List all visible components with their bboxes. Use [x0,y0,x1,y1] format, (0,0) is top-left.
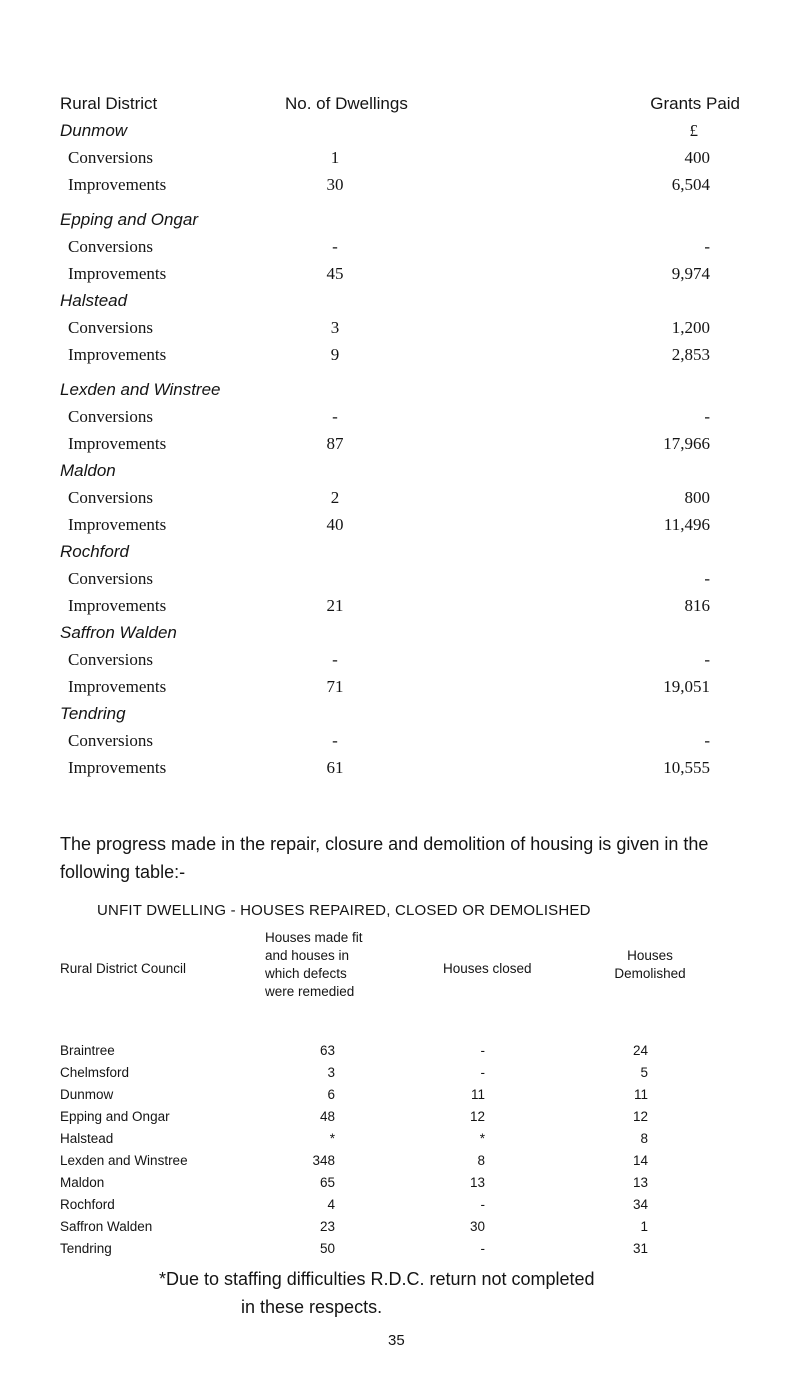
dwellings-value: - [332,237,338,256]
dwellings-value: 21 [326,596,344,615]
dwellings-value: 45 [326,264,344,283]
closed-value: 12 [469,1109,485,1124]
council-name: Lexden and Winstree [60,1153,188,1168]
remedied-value: 23 [319,1219,335,1234]
footnote-line-2: in these respects. [241,1297,383,1317]
header-line: and houses in [265,948,350,963]
remedied-value: 348 [312,1153,335,1168]
grants-value: 2,853 [671,345,710,364]
header-houses-closed: Houses closed [443,961,532,976]
demolished-value: 14 [632,1153,648,1168]
improvements-row [60,171,740,198]
row-label: Conversions [68,650,153,669]
council-name: Tendring [60,1241,112,1256]
demolished-value: 13 [632,1175,648,1190]
council-name: Rochford [60,1197,115,1212]
row-label: Conversions [68,731,153,750]
grants-value: 10,555 [663,758,710,777]
district-name: Saffron Walden [60,623,177,642]
footnote-line-1: *Due to staffing difficulties R.D.C. return not completed [159,1269,595,1289]
conversions-row [60,314,740,341]
district-row-dunmow [60,117,740,144]
improvements-row [60,673,740,700]
district-row-tendring [60,700,740,727]
conversions-row [60,646,740,673]
district-row-saffron-walden [60,619,740,646]
remedied-value: 6 [327,1087,335,1102]
demolished-value: 12 [632,1109,648,1124]
grants-value: 6,504 [671,175,710,194]
district-name: Dunmow [60,121,128,140]
demolished-value: 1 [640,1219,648,1234]
grants-header-row [60,90,740,117]
demolished-value: 11 [633,1087,648,1102]
district-row-halstead [60,287,740,314]
row-label: Improvements [68,345,167,364]
dwellings-value: 2 [330,488,340,507]
improvements-row [60,430,740,457]
row-label: Improvements [68,434,167,453]
unfit-table-header [60,929,760,1019]
council-name: Halstead [60,1131,114,1146]
remedied-value: 4 [327,1197,335,1212]
council-name: Braintree [60,1043,115,1058]
table-row [60,1040,760,1062]
dwellings-value: 30 [326,175,344,194]
grants-value: 400 [684,148,710,167]
district-name: Lexden and Winstree [60,380,221,399]
header-grants-paid: Grants Paid [650,94,740,113]
row-label: Conversions [68,407,153,426]
row-label: Improvements [68,758,167,777]
remedied-value: 3 [327,1065,335,1080]
row-label: Improvements [68,175,167,194]
district-row-rochford [60,538,740,565]
closed-value: - [480,1043,485,1058]
table-row [60,1172,760,1194]
row-label: Conversions [68,318,153,337]
conversions-row [60,233,740,260]
grants-value: - [704,569,710,588]
header-line: which defects [265,966,347,981]
intro-paragraph: The progress made in the repair, closure and demolition of housing is given in the following table:- [60,834,709,882]
dwellings-value: 40 [326,515,344,534]
conversions-row [60,403,740,430]
header-houses-demolished [590,947,710,983]
table-row [60,1062,760,1084]
grants-value: - [704,731,710,750]
table-row [60,1194,760,1216]
conversions-row [60,484,740,511]
grants-value: 9,974 [671,264,710,283]
council-name: Maldon [60,1175,105,1190]
remedied-value: 63 [319,1043,335,1058]
grants-value: 11,496 [663,515,710,534]
demolished-value: 34 [632,1197,648,1212]
table-row [60,1084,760,1106]
demolished-value: 8 [640,1131,648,1146]
footnote [159,1265,595,1321]
district-name: Halstead [60,291,128,310]
district-row-epping-and-ongar [60,206,740,233]
row-label: Improvements [68,264,167,283]
closed-value: 11 [470,1087,485,1102]
closed-value: 8 [477,1153,485,1168]
demolished-value: 31 [632,1241,648,1256]
improvements-row [60,260,740,287]
dwellings-value: 3 [330,318,340,337]
row-label: Improvements [68,677,167,696]
header-rural-district-council: Rural District Council [60,961,187,976]
page-number: 35 [388,1332,405,1349]
header-no-of-dwellings: No. of Dwellings [285,94,408,113]
remedied-value: * [329,1131,335,1146]
row-label: Conversions [68,569,153,588]
grants-value: - [704,650,710,669]
remedied-value: 65 [319,1175,335,1190]
table-row [60,1238,760,1260]
closed-value: * [479,1131,485,1146]
header-line: Houses [627,948,673,963]
grants-value: 17,966 [663,434,710,453]
dwellings-value: 87 [326,434,344,453]
header-rural-district: Rural District [60,94,158,113]
table-row [60,1128,760,1150]
grants-value: 1,200 [671,318,710,337]
row-label: Conversions [68,488,153,507]
district-name: Rochford [60,542,129,561]
grants-value: 19,051 [663,677,710,696]
district-row-lexden-and-winstree [60,376,740,403]
demolished-value: 24 [632,1043,648,1058]
closed-value: - [480,1241,485,1256]
district-name: Maldon [60,461,116,480]
demolished-value: 5 [640,1065,648,1080]
header-line: Demolished [614,966,686,981]
closed-value: 30 [469,1219,485,1234]
header-line: were remedied [265,984,355,999]
council-name: Epping and Ongar [60,1109,170,1124]
council-name: Chelmsford [60,1065,130,1080]
improvements-row [60,592,740,619]
remedied-value: 48 [319,1109,335,1124]
closed-value: - [480,1065,485,1080]
grants-value: - [704,237,710,256]
district-name: Tendring [60,704,126,723]
conversions-row [60,144,740,171]
conversions-row [60,565,740,592]
improvements-row [60,754,740,781]
dwellings-value: - [332,650,338,669]
council-name: Saffron Walden [60,1219,153,1234]
dwellings-value: 9 [330,345,340,364]
improvements-row [60,511,740,538]
unfit-table-body [60,1040,760,1260]
district-row-maldon [60,457,740,484]
grants-value: 816 [684,596,710,615]
unfit-table-title: UNFIT DWELLING - HOUSES REPAIRED, CLOSED OR DEMOLISHED [97,902,591,919]
grants-value: - [704,407,710,426]
row-label: Improvements [68,515,167,534]
dwellings-value: 61 [326,758,344,777]
row-label: Improvements [68,596,167,615]
dwellings-value: - [332,407,338,426]
table-row [60,1106,760,1128]
remedied-value: 50 [319,1241,335,1256]
header-line: Houses made fit [265,930,363,945]
row-label: Conversions [68,148,153,167]
table-row [60,1216,760,1238]
district-name: Epping and Ongar [60,210,198,229]
grants-table [60,90,740,781]
dwellings-value: - [332,731,338,750]
dwellings-value: 71 [326,677,344,696]
conversions-row [60,727,740,754]
currency-symbol: £ [689,121,698,140]
row-label: Conversions [68,237,153,256]
grants-value: 800 [684,488,710,507]
closed-value: 13 [469,1175,485,1190]
closed-value: - [480,1197,485,1212]
improvements-row [60,341,740,368]
header-houses-remedied [265,929,385,1001]
table-row [60,1150,760,1172]
council-name: Dunmow [60,1087,114,1102]
dwellings-value: 1 [330,148,340,167]
